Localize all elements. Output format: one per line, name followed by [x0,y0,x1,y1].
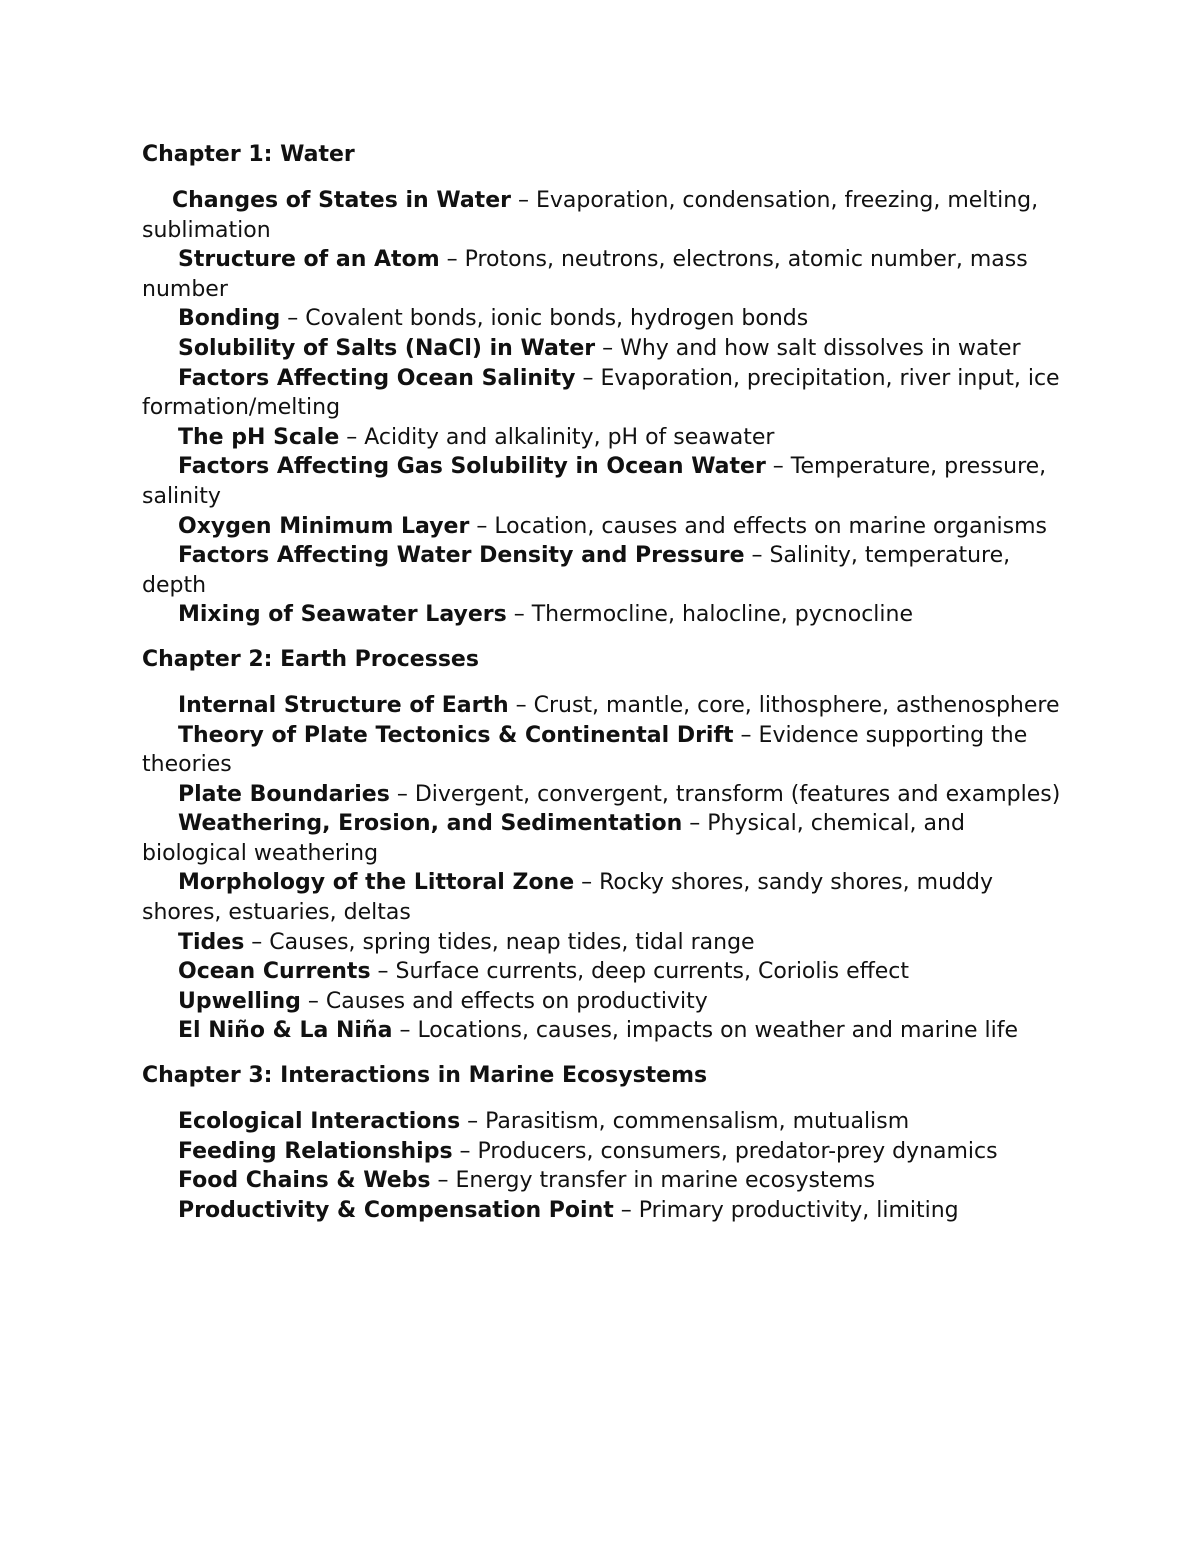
topic-name: Theory of Plate Tectonics & Continental Drift [178,722,734,748]
topic-item [142,1016,1062,1046]
topic-description: – Divergent, convergent, transform (features and examples) [389,781,1061,807]
topic-name: El Niño & La Niña [178,1018,393,1044]
topic-name: Plate Boundaries [178,781,390,807]
topic-description: – Thermocline, halocline, pycnocline [506,602,914,628]
topic-description: – Primary productivity, limiting [613,1197,959,1223]
topic-description: – Evidence supporting the theories [142,722,1028,778]
topic-item [142,600,1062,630]
topic-name: Productivity & Compensation Point [178,1197,614,1223]
topic-item [142,780,1062,810]
topic-description: – Locations, causes, impacts on weather and marine life [392,1018,1019,1044]
topic-list [142,691,1062,1046]
topic-item [142,928,1062,958]
topic-name: Factors Affecting Water Density and Pressure [178,543,745,569]
topic-item [142,512,1062,542]
topic-item [142,186,1062,245]
topic-description: – Location, causes and effects on marine organisms [469,513,1048,539]
topic-item [142,423,1062,453]
chapter-heading: Chapter 2: Earth Processes [142,646,479,672]
topic-description: – Causes, spring tides, neap tides, tidal range [244,929,755,955]
topic-name: Food Chains & Webs [178,1168,431,1194]
topic-name: Internal Structure of Earth [178,692,509,718]
topic-item [142,1196,1062,1226]
topic-description: – Crust, mantle, core, lithosphere, asthenosphere [508,692,1060,718]
topic-item [142,809,1062,868]
topic-name: Weathering, Erosion, and Sedimentation [178,811,683,837]
topic-name: Factors Affecting Gas Solubility in Ocean Water [178,454,766,480]
topic-name: Upwelling [178,988,301,1014]
topic-description: – Covalent bonds, ionic bonds, hydrogen bonds [280,306,809,332]
topic-item [142,245,1062,304]
topic-list [142,1107,1062,1225]
topic-name: Solubility of Salts (NaCl) in Water [178,335,596,361]
topic-name: Morphology of the Littoral Zone [178,870,575,896]
topic-description: – Energy transfer in marine ecosystems [430,1168,876,1194]
document-content [142,140,1062,1225]
topic-name: Bonding [178,306,281,332]
topic-item [142,364,1062,423]
topic-description: – Evaporation, precipitation, river input, ice formation/melting [142,365,1060,421]
topic-description: – Producers, consumers, predator-prey dynamics [452,1138,998,1164]
topic-description: – Rocky shores, sandy shores, muddy shores, estuaries, deltas [142,870,993,926]
topic-list [142,186,1062,630]
topic-item [142,868,1062,927]
topic-description: – Evaporation, condensation, freezing, melting, sublimation [142,188,1039,243]
topic-name: Ocean Currents [178,959,371,985]
topic-name: Mixing of Seawater Layers [178,602,507,628]
chapter-heading: Chapter 1: Water [142,142,355,167]
topic-description: – Why and how salt dissolves in water [595,335,1021,361]
topic-name: The pH Scale [178,424,340,450]
topic-item [142,541,1062,600]
topic-name: Feeding Relationships [178,1138,453,1164]
topic-description: – Causes and effects on productivity [300,988,708,1014]
topic-item [142,452,1062,511]
topic-description: – Surface currents, deep currents, Coriolis effect [370,959,910,985]
topic-description: – Protons, neutrons, electrons, atomic number, mass number [142,247,1028,302]
topic-item [142,304,1062,334]
topic-item [142,987,1062,1017]
topic-item [142,1137,1062,1167]
topic-description: – Salinity, temperature, depth [142,543,1011,598]
topic-name: Factors Affecting Ocean Salinity [178,365,576,391]
topic-item [142,334,1062,364]
topic-description: – Physical, chemical, and biological weathering [142,811,965,866]
topic-item [142,957,1062,987]
topic-name: Structure of an Atom [178,247,440,273]
topic-name: Oxygen Minimum Layer [178,513,470,539]
topic-description: – Temperature, pressure, salinity [142,454,1047,509]
topic-name: Changes of States in Water [172,188,511,213]
topic-item [142,1107,1062,1137]
topic-item [142,691,1062,721]
chapter-heading: Chapter 3: Interactions in Marine Ecosystems [142,1063,708,1089]
topic-name: Ecological Interactions [178,1109,461,1135]
topic-description: – Acidity and alkalinity, pH of seawater [339,424,775,450]
topic-name: Tides [178,929,245,955]
topic-item [142,1166,1062,1196]
topic-description: – Parasitism, commensalism, mutualism [460,1109,910,1135]
topic-item [142,721,1062,780]
